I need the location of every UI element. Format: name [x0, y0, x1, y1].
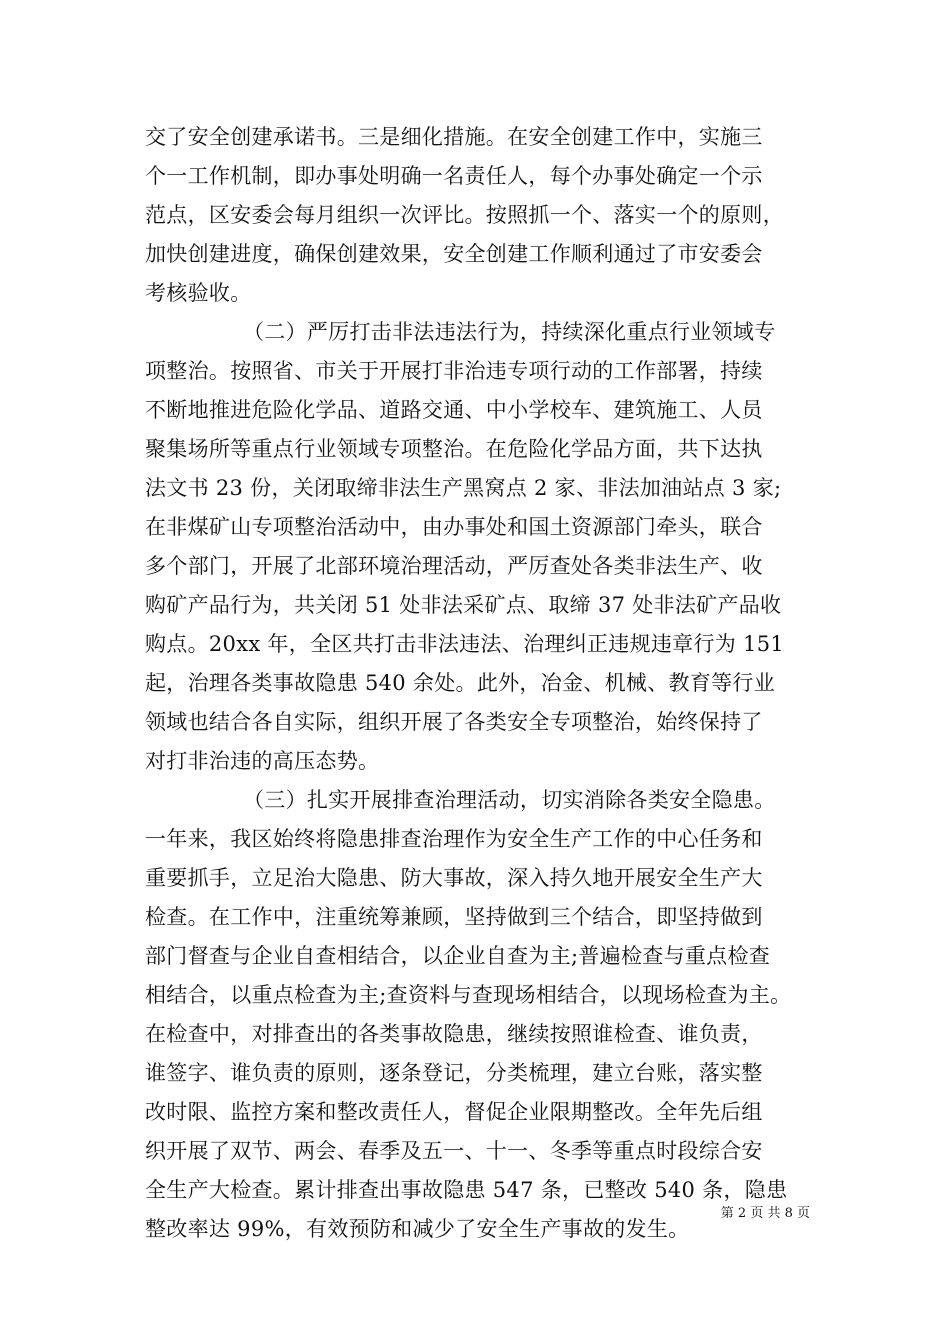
text-line: 全生产大检查。累计排查出事故隐患 547 条，已整改 540 条，隐患 [145, 1178, 788, 1202]
text-line: 相结合，以重点检查为主;查资料与查现场相结合，以现场检查为主。 [145, 983, 792, 1007]
paragraph-section-two [145, 313, 815, 781]
paragraph-section-three [145, 781, 815, 1249]
text-line: 整改率达 99%，有效预防和减少了安全生产事故的发生。 [145, 1217, 690, 1241]
text-line: 购点。20xx 年，全区共打击非法违法、治理纠正违规违章行为 151 [145, 632, 785, 656]
text-line: 一年来，我区始终将隐患排查治理作为安全生产工作的中心任务和 [145, 827, 763, 851]
text-line: 谁签字、谁负责的原则，逐条登记，分类梳理，建立台账，落实整 [145, 1061, 763, 1085]
section-heading-line: （二）严厉打击非法违法行为，持续深化重点行业领域专 [243, 320, 776, 344]
text-line: 织开展了双节、两会、春季及五一、十一、冬季等重点时段综合安 [145, 1139, 763, 1163]
text-line: 对打非治违的高压态势。 [145, 749, 380, 773]
text-line: 范点，区安委会每月组织一次评比。按照抓一个、落实一个的原则， [145, 203, 784, 227]
text-line: 法文书 23 份，关闭取缔非法生产黑窝点 2 家、非法加油站点 3 家; [145, 476, 782, 500]
text-line: 改时限、监控方案和整改责任人，督促企业限期整改。全年先后组 [145, 1100, 763, 1124]
text-line: 起，治理各类事故隐患 540 余处。此外，冶金、机械、教育等行业 [145, 671, 776, 695]
page-number: 第 2 页 共 8 页 [720, 1206, 810, 1221]
text-line: 多个部门，开展了北部环境治理活动，严厉查处各类非法生产、收 [145, 554, 763, 578]
text-line: 在检查中，对排查出的各类事故隐患，继续按照谁检查、谁负责， [145, 1022, 763, 1046]
text-line: 重要抓手，立足治大隐患、防大事故，深入持久地开展安全生产大 [145, 866, 763, 890]
text-line: 个一工作机制，即办事处明确一名责任人，每个办事处确定一个示 [145, 164, 763, 188]
text-line: 购矿产品行为，共关闭 51 处非法采矿点、取缔 37 处非法矿产品收 [145, 593, 782, 617]
text-line: 部门督查与企业自查相结合，以企业自查为主;普遍检查与重点检查 [145, 944, 771, 968]
paragraph-intro [145, 118, 815, 313]
text-line: 考核验收。 [145, 281, 252, 305]
text-line: 在非煤矿山专项整治活动中，由办事处和国土资源部门牵头，联合 [145, 515, 763, 539]
text-line: 加快创建进度，确保创建效果，安全创建工作顺利通过了市安委会 [145, 242, 763, 266]
text-line: 聚集场所等重点行业领域专项整治。在危险化学品方面，共下达执 [145, 437, 763, 461]
text-line: 检查。在工作中，注重统筹兼顾，坚持做到三个结合，即坚持做到 [145, 905, 763, 929]
document-body [145, 118, 815, 1249]
text-line: 项整治。按照省、市关于开展打非治违专项行动的工作部署，持续 [145, 359, 763, 383]
section-heading-line: （三）扎实开展排查治理活动，切实消除各类安全隐患。 [243, 788, 776, 812]
text-line: 交了安全创建承诺书。三是细化措施。在安全创建工作中，实施三 [145, 125, 763, 149]
text-line: 领域也结合各自实际，组织开展了各类安全专项整治，始终保持了 [145, 710, 763, 734]
text-line: 不断地推进危险化学品、道路交通、中小学校车、建筑施工、人员 [145, 398, 763, 422]
